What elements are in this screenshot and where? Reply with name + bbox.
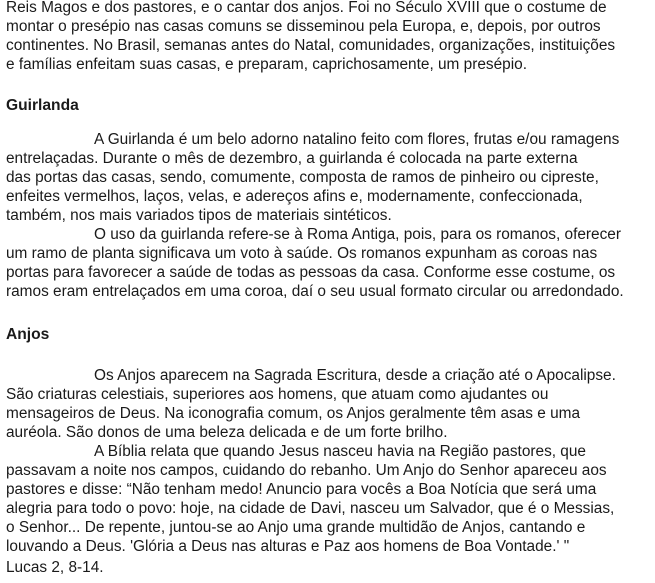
paragraph-line: ramos eram entrelaçados em uma coroa, daí o seu usual formato circular ou arredondado. (6, 283, 624, 300)
paragraph-line: auréola. São donos de uma beleza delicada e de um forte brilho. (6, 424, 448, 441)
paragraph-line: também, nos mais variados tipos de materiais sintéticos. (6, 207, 392, 224)
intro-line: Reis Magos e dos pastores, e o cantar dos anjos. Foi no Século XVIII que o costume de (6, 0, 607, 16)
section-heading-anjos: Anjos (6, 326, 50, 343)
intro-line: e famílias enfeitam suas casas, e preparam, caprichosamente, um presépio. (6, 56, 527, 73)
paragraph-line: passavam a noite nos campos, cuidando do rebanho. Um Anjo do Senhor apareceu aos (6, 462, 607, 479)
intro-line: continentes. No Brasil, semanas antes do Natal, comunidades, organizações, instituições (6, 37, 616, 54)
paragraph-line: alegria para todo o povo: hoje, na cidade de Davi, nasceu um Salvador, que é o Messias, (6, 500, 615, 517)
paragraph-line: O uso da guirlanda refere-se à Roma Antiga, pois, para os romanos, oferecer (94, 226, 621, 243)
paragraph-line: louvando a Deus. 'Glória a Deus nas alturas e Paz aos homens de Boa Vontade.' " (6, 538, 570, 555)
paragraph-line: A Guirlanda é um belo adorno natalino feito com flores, frutas e/ou ramagens (94, 131, 620, 148)
paragraph-line: um ramo de planta significava um voto à saúde. Os romanos expunham as coroas nas (6, 245, 598, 262)
paragraph-line: A Bíblia relata que quando Jesus nasceu havia na Região pastores, que (94, 443, 586, 460)
bible-reference: Lucas 2, 8-14. (6, 559, 104, 576)
section-heading-guirlanda: Guirlanda (6, 97, 79, 114)
paragraph-line: São criaturas celestiais, superiores aos homens, que atuam como ajudantes ou (6, 386, 549, 403)
paragraph-line: enfeites vermelhos, laços, velas, e adereços afins e, modernamente, confeccionada, (6, 188, 583, 205)
paragraph-line: Os Anjos aparecem na Sagrada Escritura, desde a criação até o Apocalipse. (94, 367, 616, 384)
paragraph-line: pastores e disse: “Não tenham medo! Anuncio para vocês a Boa Notícia que será uma (6, 481, 597, 498)
paragraph-line: portas para favorecer a saúde de todas as pessoas da casa. Conforme esse costume, os (6, 264, 616, 281)
paragraph-line: o Senhor... De repente, juntou-se ao Anjo uma grande multidão de Anjos, cantando e (6, 519, 586, 536)
paragraph-line: mensageiros de Deus. Na iconografia comum, os Anjos geralmente têm asas e uma (6, 405, 581, 422)
paragraph-line: das portas das casas, sendo, comumente, composta de ramos de pinheiro ou cipreste, (6, 169, 599, 186)
intro-line: montar o presépio nas casas comuns se disseminou pela Europa, e, depois, por outros (6, 18, 601, 35)
paragraph-line: entrelaçadas. Durante o mês de dezembro, a guirlanda é colocada na parte externa (6, 150, 578, 167)
